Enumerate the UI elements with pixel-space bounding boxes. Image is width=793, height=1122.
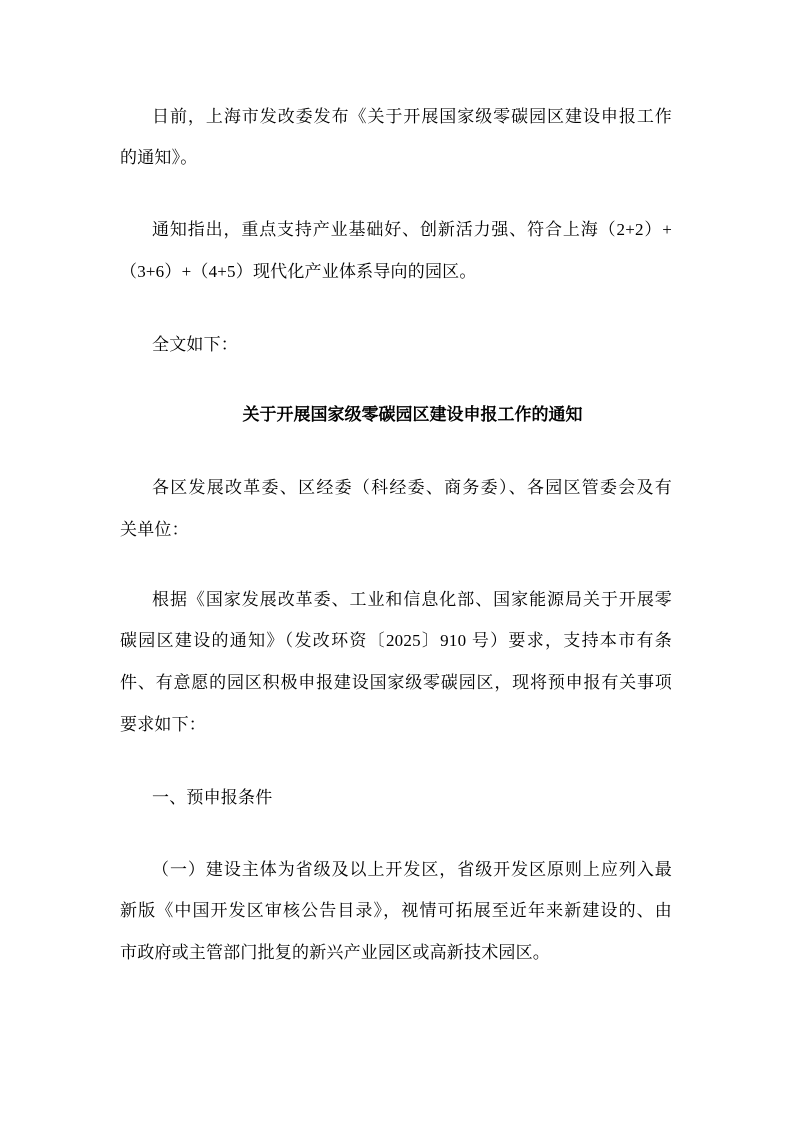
paragraph-addressees-line-1: 各区发展改革委、区经委（科经委、商务委）、各园区管委会及有: [152, 478, 672, 497]
paragraph-intro-line-1: 日前，上海市发改委发布《关于开展国家级零碳园区建设申报工作: [152, 107, 672, 126]
paragraph-basis-line-3: 件、有意愿的园区积极申报建设国家级零碳园区，现将预申报有关事项: [120, 673, 672, 692]
paragraph-basis-line-4: 要求如下：: [120, 715, 206, 734]
section-1-item-1-line-1: （一）建设主体为省级及以上开发区，省级开发区原则上应列入最: [152, 860, 672, 879]
paragraph-basis-line-1: 根据《国家发展改革委、工业和信息化部、国家能源局关于开展零: [152, 590, 672, 609]
section-1-item-1-line-2: 新版《中国开发区审核公告目录》，视情可拓展至近年来新建设的、由: [120, 901, 672, 920]
paragraph-addressees-line-2: 关单位：: [120, 520, 189, 539]
notice-title: 关于开展国家级零碳园区建设申报工作的通知: [242, 405, 583, 424]
paragraph-notice-points-line-2: （3+6）+（4+5）现代化产业体系导向的园区。: [120, 262, 477, 281]
paragraph-basis-line-2: 碳园区建设的通知》（发改环资〔2025〕910 号）要求，支持本市有条: [120, 631, 672, 650]
section-1-heading: 一、预申报条件: [152, 788, 273, 807]
paragraph-full-text-intro: 全文如下：: [152, 335, 238, 354]
paragraph-notice-points-line-1: 通知指出，重点支持产业基础好、创新活力强、符合上海（2+2）+: [152, 220, 672, 239]
section-1-item-1-line-3: 市政府或主管部门批复的新兴产业园区或高新技术园区。: [120, 943, 550, 962]
paragraph-intro-line-2: 的通知》。: [120, 148, 198, 167]
